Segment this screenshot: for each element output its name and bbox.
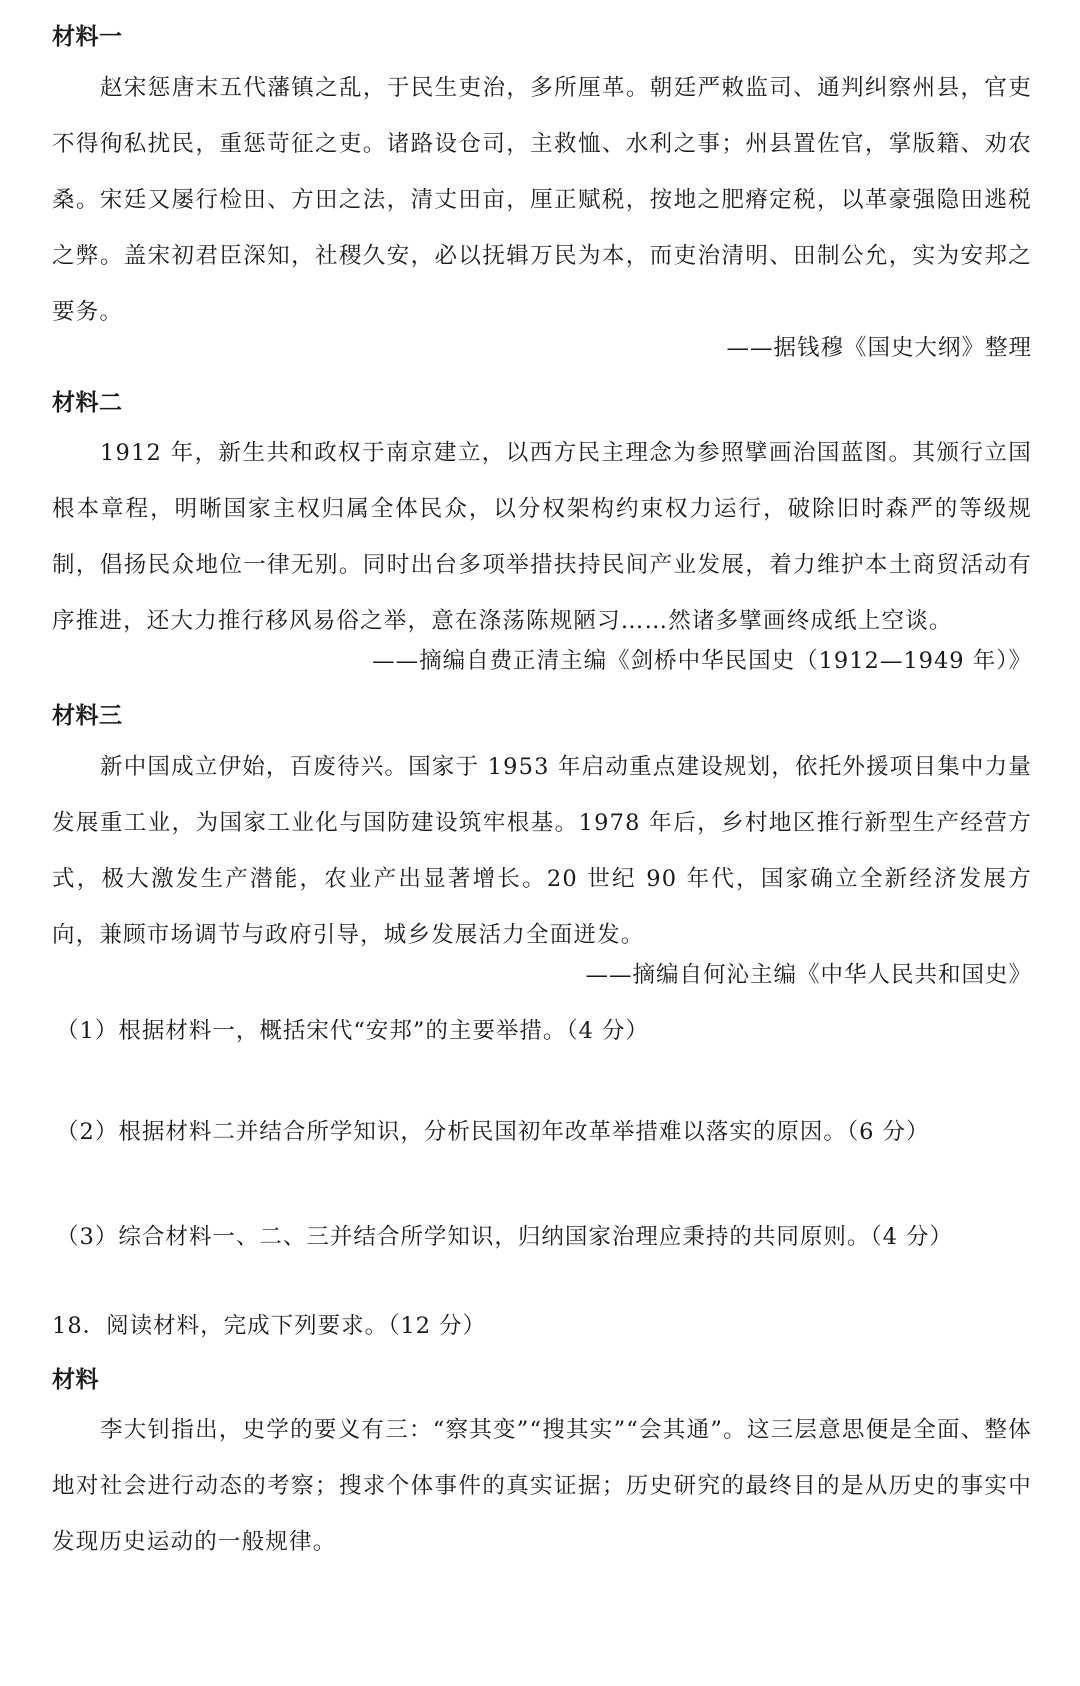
material3-source: ——摘编自何沁主编《中华人民共和国史》: [585, 962, 1032, 988]
material3-text: 新中国成立伊始，百废待兴。国家于 1953 年启动重点建设规划，依托外援项目集中力量发展重工业，为国家工业化与国防建设筑牢根基。1978 年后，乡村地区推行新型生产经营方式，极大激发生产潜能，农业产出显著增长。20 世纪 90 年代，国家确立全新经济发展方向，兼顾市场调节与政府引导，城乡发展活力全面迸发。: [52, 754, 1032, 948]
material2-source: ——摘编自费正清主编《剑桥中华民国史（1912—1949 年）》: [372, 648, 1032, 674]
q18-material-text: 李大钊指出，史学的要义有三：“察其变”“搜其实”“会其通”。这三层意思便是全面、整体地对社会进行动态的考察；搜求个体事件的真实证据；历史研究的最终目的是从历史的事实中发现历史运动的一般规律。: [52, 1417, 1032, 1555]
question-18-title: 18．阅读材料，完成下列要求。（12 分）: [52, 1313, 487, 1339]
question-1: （1）根据材料一，概括宋代“安邦”的主要举措。（4 分）: [56, 1018, 650, 1044]
question-3: （3）综合材料一、二、三并结合所学知识，归纳国家治理应秉持的共同原则。（4 分）: [56, 1224, 954, 1250]
material2-heading: 材料二: [52, 390, 123, 416]
material1-heading: 材料一: [52, 24, 123, 50]
question-2: （2）根据材料二并结合所学知识，分析民国初年改革举措难以落实的原因。（6 分）: [56, 1119, 930, 1145]
material1-source: ——据钱穆《国史大纲》整理: [726, 335, 1032, 361]
material1-text: 赵宋惩唐末五代藩镇之乱，于民生吏治，多所厘革。朝廷严敕监司、通判纠察州县，官吏不得徇私扰民，重惩苛征之吏。诸路设仓司，主救恤、水利之事；州县置佐官，掌版籍、劝农桑。宋廷又屡行检田、方田之法，清丈田亩，厘正赋税，按地之肥瘠定税，以革豪强隐田逃税之弊。盖宋初君臣深知，社稷久安，必以抚辑万民为本，而吏治清明、田制公允，实为安邦之要务。: [52, 75, 1032, 325]
material2-text: 1912 年，新生共和政权于南京建立，以西方民主理念为参照擘画治国蓝图。其颁行立国根本章程，明晰国家主权归属全体民众，以分权架构约束权力运行，破除旧时森严的等级规制，倡扬民众地位一律无别。同时出台多项举措扶持民间产业发展，着力维护本土商贸活动有序推进，还大力推行移风易俗之举，意在涤荡陈规陋习……然诸多擘画终成纸上空谈。: [52, 440, 1032, 634]
q18-material-heading: 材料: [52, 1367, 99, 1393]
material3-heading: 材料三: [52, 703, 123, 729]
